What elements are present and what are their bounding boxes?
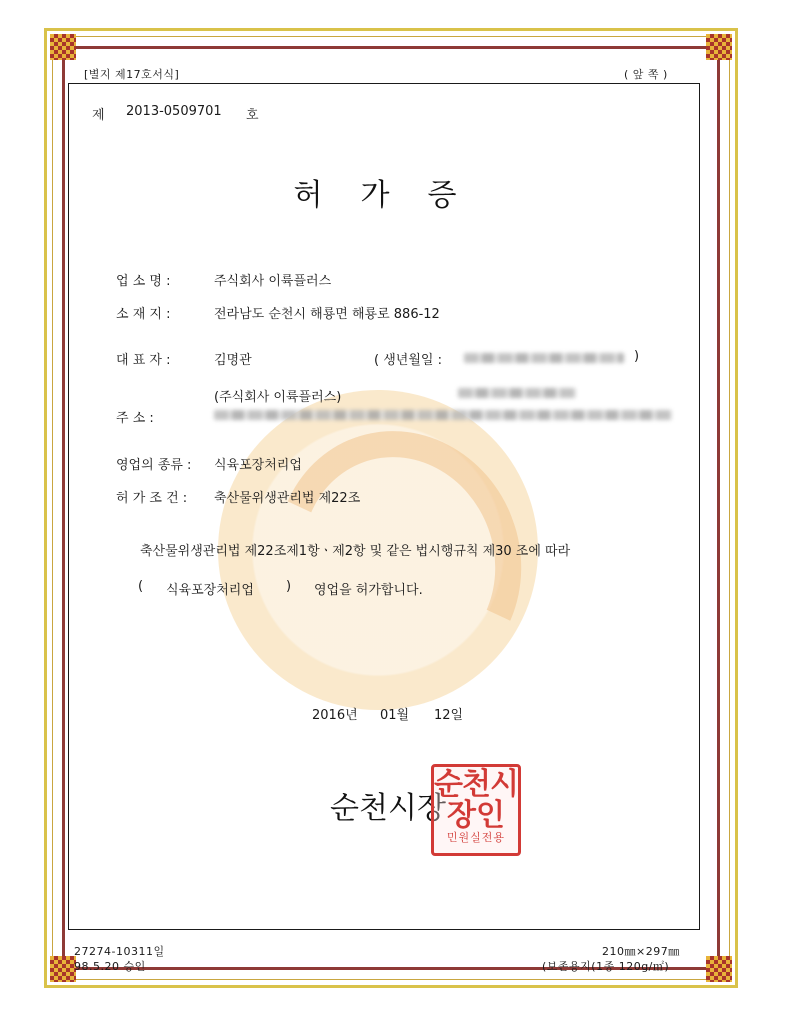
- redacted-address: [214, 410, 672, 420]
- footer-paper-size: 210㎜×297㎜: [602, 945, 680, 958]
- statement-rest: 영업을 허가합니다.: [314, 583, 423, 598]
- redacted-birthdate: [464, 353, 624, 363]
- side-label: ( 앞 쪽 ): [624, 68, 668, 81]
- birth-close: ): [634, 349, 640, 364]
- permit-condition-label: 허 가 조 건 :: [116, 491, 188, 506]
- birth-label: ( 생년월일 :: [374, 353, 442, 368]
- representative: 김명관: [214, 353, 252, 368]
- statement-open-paren: (: [138, 579, 144, 594]
- statement-business-type: 식육포장처리업: [166, 583, 254, 598]
- number-prefix: 제: [92, 108, 105, 123]
- address-label: 주 소 :: [116, 411, 154, 426]
- footer-form-code: 27274-10311일: [74, 945, 165, 958]
- business-name-label: 업 소 명 :: [116, 274, 171, 289]
- location-label: 소 재 지 :: [116, 307, 171, 322]
- document-title: 허가증: [293, 178, 495, 213]
- business-type-label: 영업의 종류 :: [116, 458, 192, 473]
- seal-line2: 장인: [447, 798, 505, 833]
- statement-close-paren: ): [286, 579, 292, 594]
- permit-condition: 축산물위생관리법 제22조: [214, 491, 361, 506]
- date-day: 12일: [434, 708, 464, 723]
- number-suffix: 호: [246, 108, 259, 123]
- official-seal: [431, 764, 521, 856]
- statement-line1: 축산물위생관리법 제22조제1항ㆍ제2항 및 같은 법시행규칙 제30 조에 따라: [140, 544, 571, 559]
- certificate-number: 2013-0509701: [126, 104, 222, 119]
- representative-label: 대 표 자 :: [116, 353, 171, 368]
- issuer-name: 순천시장: [330, 791, 446, 826]
- footer-paper-type: (보존용지(1종 120g/㎡): [542, 960, 670, 973]
- company-note: (주식회사 이륙플러스): [214, 390, 342, 405]
- form-label: [별지 제17호서식]: [84, 68, 180, 81]
- location: 전라남도 순천시 해룡면 해룡로 886-12: [214, 307, 440, 322]
- corner-ornament-top-left: [50, 34, 76, 60]
- footer-approval-date: 98.5.20 승인: [74, 960, 146, 973]
- corner-ornament-top-right: [706, 34, 732, 60]
- business-type: 식육포장처리업: [214, 458, 302, 473]
- corner-ornament-bottom-left: [50, 956, 76, 982]
- date-year: 2016년: [312, 708, 358, 723]
- date-month: 01월: [380, 708, 410, 723]
- business-name: 주식회사 이륙플러스: [214, 274, 332, 289]
- corner-ornament-bottom-right: [706, 956, 732, 982]
- seal-line3: 민원실전용: [446, 831, 506, 844]
- redacted-phone: [458, 388, 576, 398]
- seal-line1: 순천시: [434, 767, 518, 802]
